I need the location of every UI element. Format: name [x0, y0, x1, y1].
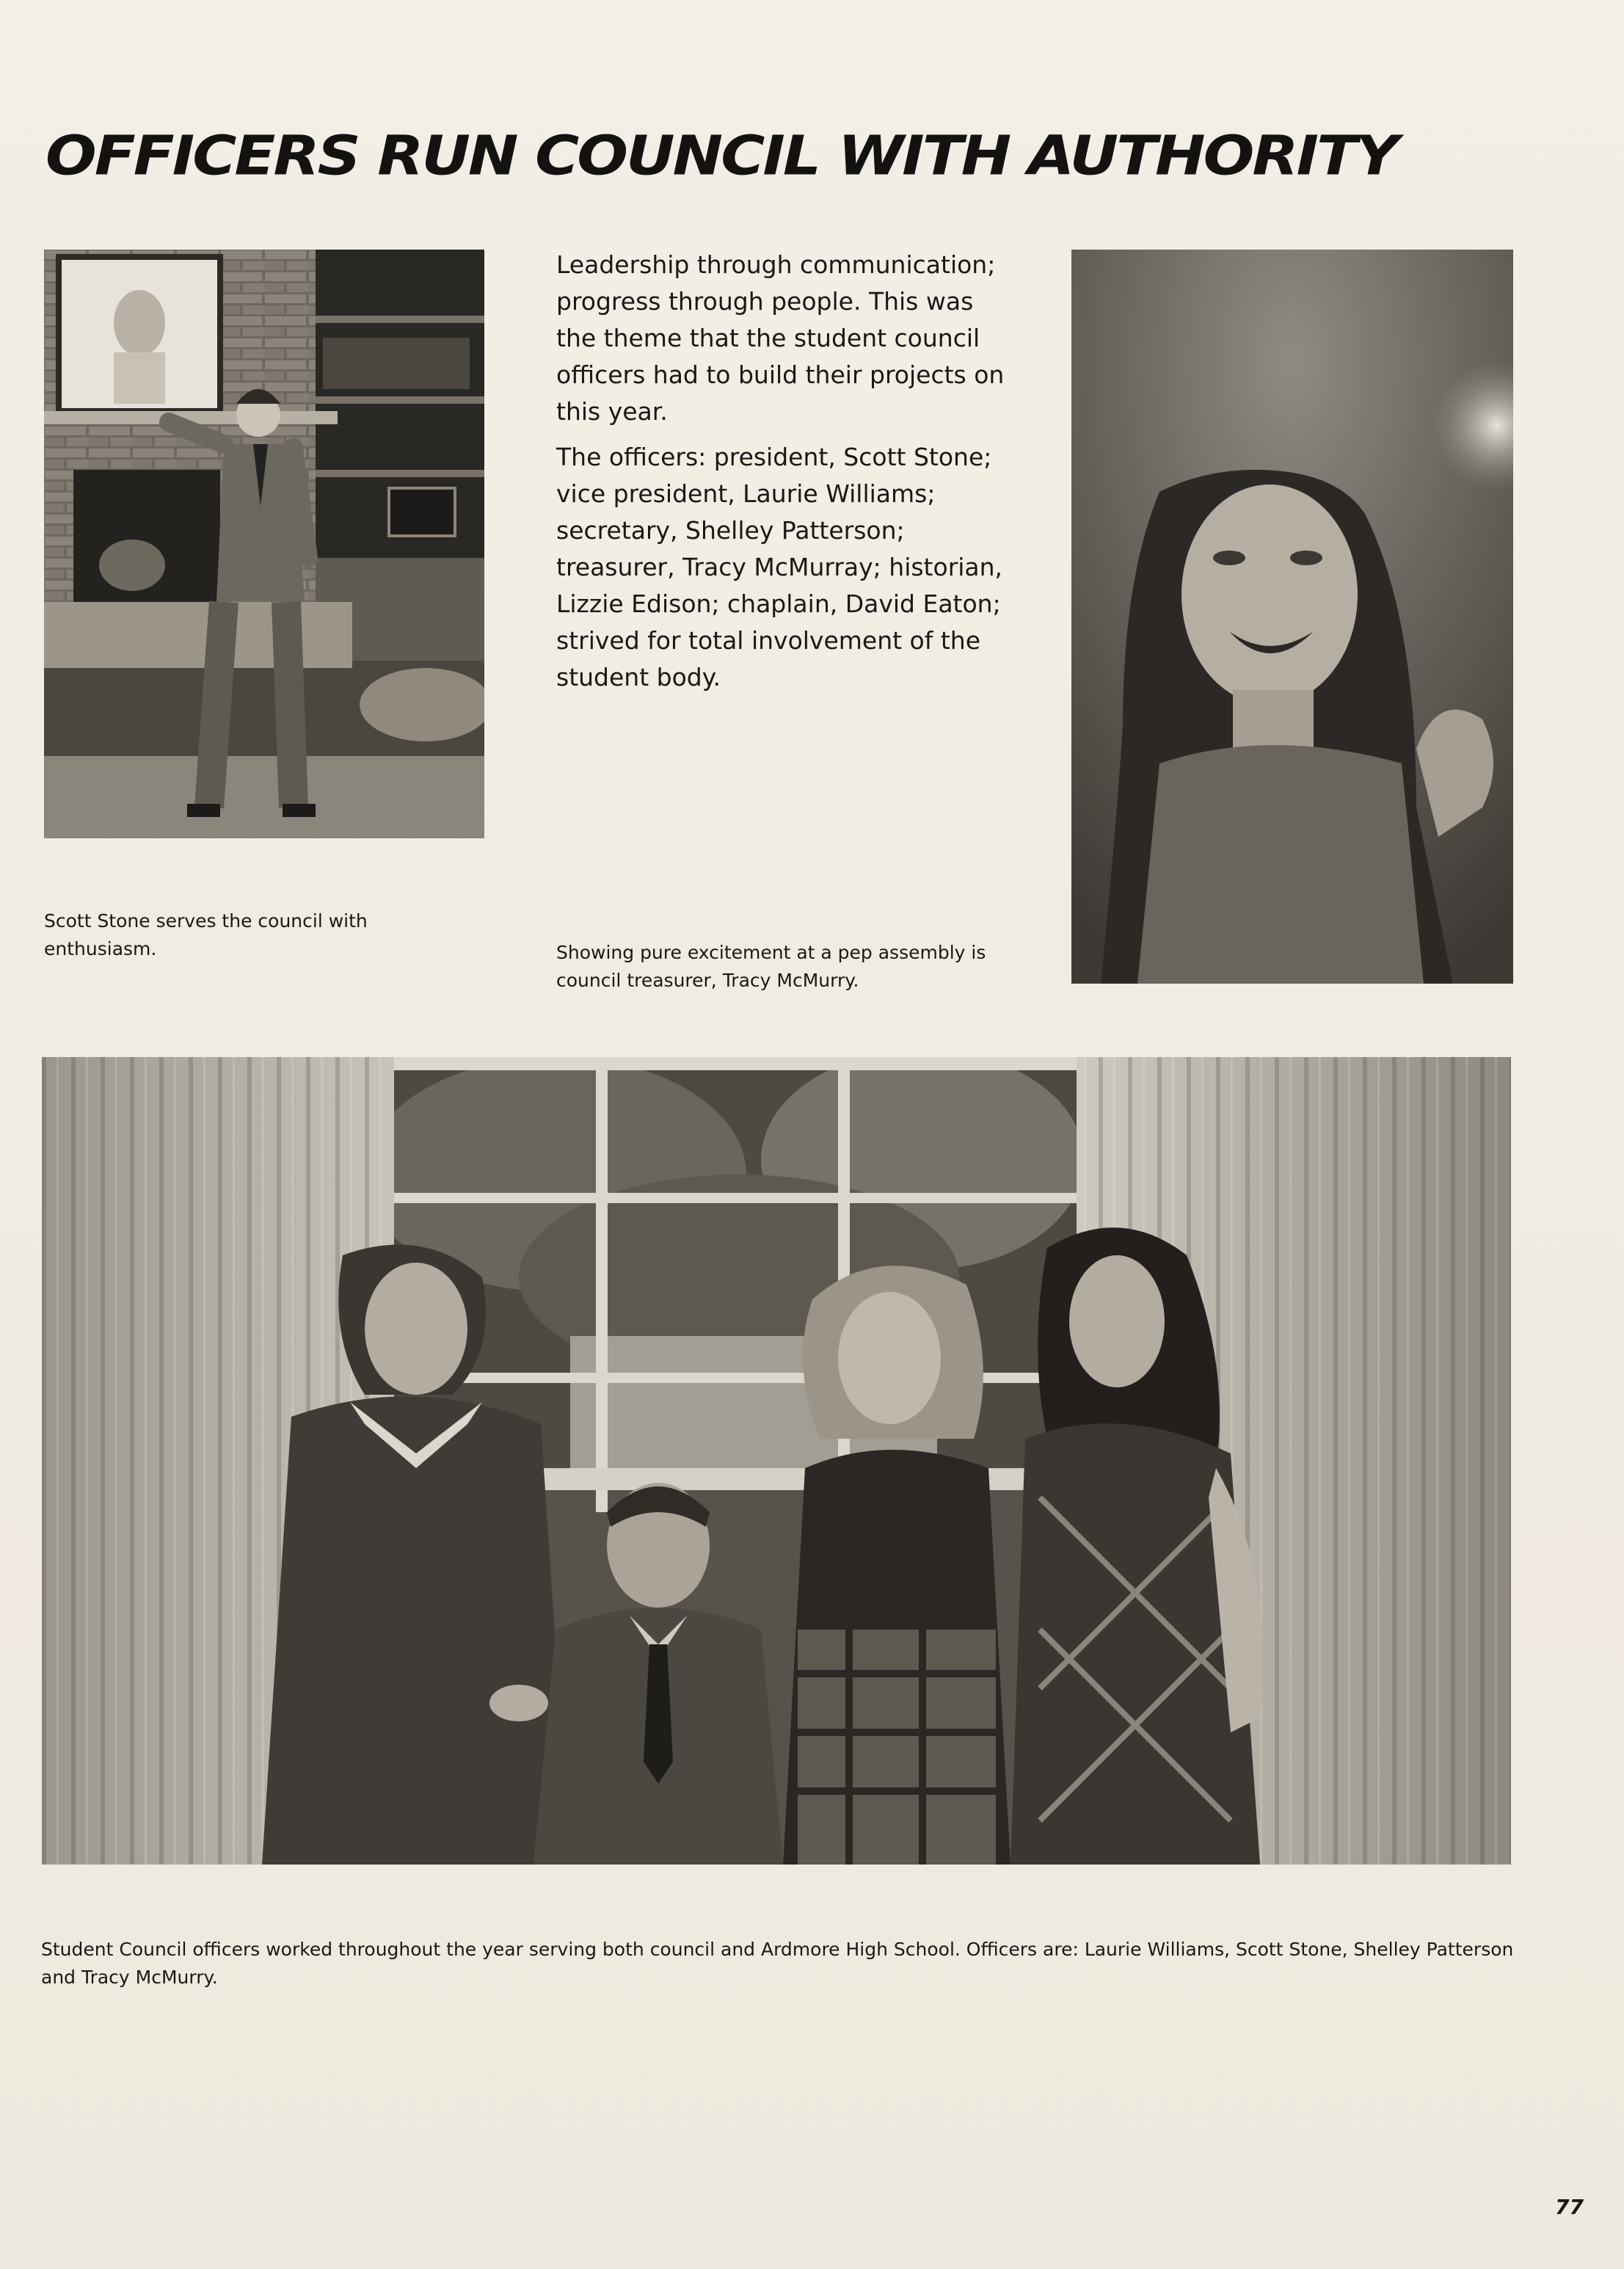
- caption-group-photo: Student Council officers worked throughout the year serving both council and Ardmore High School. Officers are: Laurie Williams, Scott Stone, Shelley Patterson and Tracy McMurry.: [41, 1939, 1514, 1988]
- caption-scott-stone: Scott Stone serves the council with enthusiasm.: [44, 910, 368, 959]
- photo-council-officers-group: [42, 1057, 1511, 1865]
- article-body: [556, 247, 1011, 705]
- page-number: 77: [1555, 2195, 1584, 2219]
- page-headline: OFFICERS RUN COUNCIL WITH AUTHORITY: [45, 124, 1397, 188]
- article-paragraph-2: The officers: president, Scott Stone; vice president, Laurie Williams; secretary, Shelley Patterson; treasurer, Tracy McMurray; historian, Lizzie Edison; chaplain, David Eaton; strived for total involvement of the student body.: [556, 443, 1003, 691]
- caption-tracy-mcmurry: Showing pure excitement at a pep assembly is council treasurer, Tracy McMurry.: [556, 942, 986, 991]
- photo-scott-stone: [44, 250, 484, 838]
- photo-tracy-mcmurry: [1071, 250, 1513, 984]
- article-paragraph-1: Leadership through communication; progress through people. This was the theme that the student council officers had to build their projects on this year.: [556, 250, 1005, 426]
